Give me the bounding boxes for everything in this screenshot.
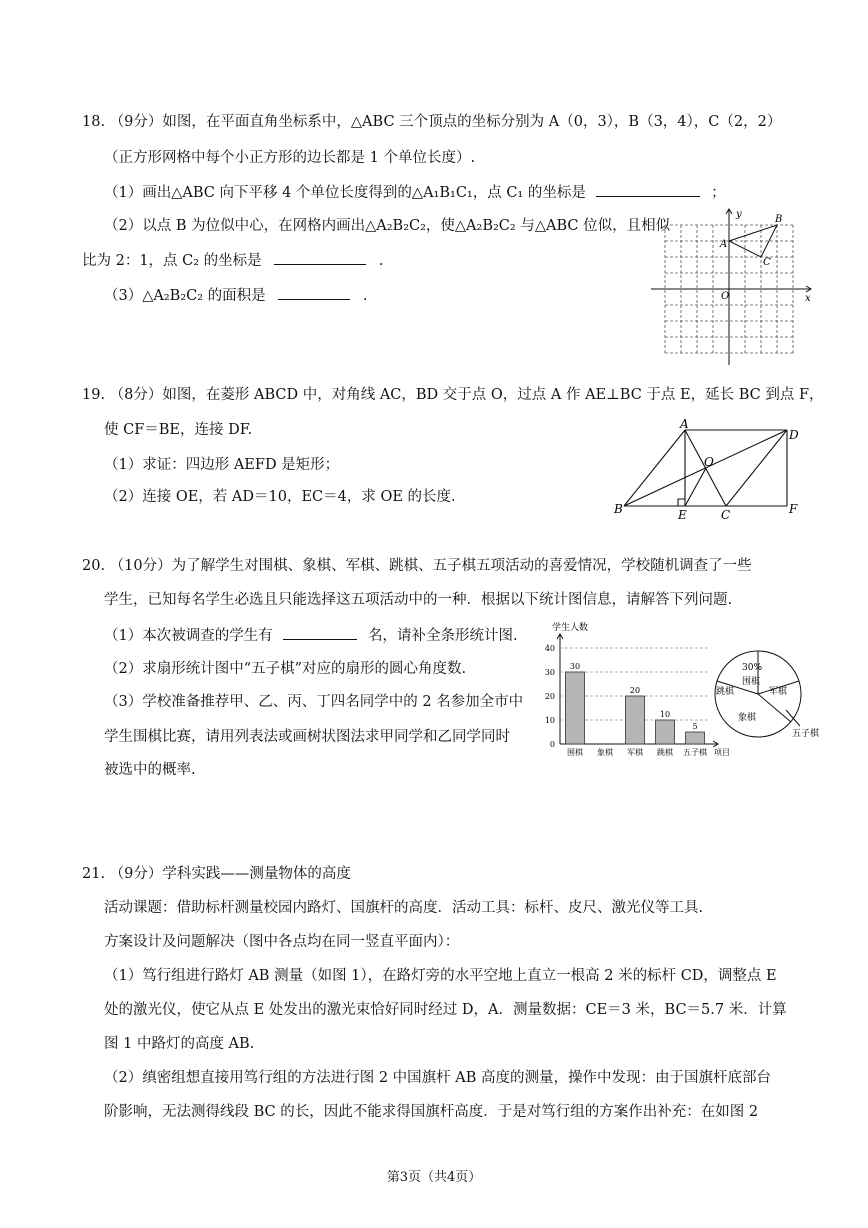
q19-part-1: （1）求证：四边形 AEFD 是矩形；	[104, 457, 340, 473]
junqi-label: 军棋	[769, 687, 788, 697]
q18-part-2-text: 比为 2：1，点 C₂ 的坐标是	[82, 253, 262, 269]
category-label: 围棋	[567, 748, 583, 757]
q21-part-2-cont: 阶影响，无法测得线段 BC 的长，因此不能求得国旗杆高度．于是对笃行组的方案作出补充：在如图 2	[104, 1104, 759, 1120]
weiqi-label: 围棋	[742, 677, 761, 687]
x-axis-title: 项目	[714, 748, 730, 757]
category-label: 五子棋	[683, 748, 707, 757]
bar-0	[566, 672, 585, 744]
wuziqi-label: 五子棋	[792, 729, 820, 739]
q18-part-1-text: （1）画出△ABC 向下平移 4 个单位长度得到的△A₁B₁C₁，点 C₁ 的坐标是	[104, 185, 586, 201]
y-tick-label: 20	[544, 692, 555, 701]
q20-part-1-end: 名，请补全条形统计图.	[367, 628, 518, 644]
q18-part-1-end: ；	[711, 185, 726, 201]
q21-line-3: 方案设计及问题解决（图中各点均在同一竖直平面内）：	[104, 934, 460, 950]
q18-line-1: 18. （9分）如图，在平面直角坐标系中，△ABC 三个顶点的坐标分别为 A（0，3），B（3，4），C（2，2）	[82, 114, 782, 130]
q18-part-2-cont	[82, 250, 384, 271]
origin-label: O	[721, 291, 730, 302]
weiqi-percent: 30%	[742, 663, 763, 673]
bar-value-label: 30	[569, 662, 581, 671]
bar-2	[626, 696, 645, 744]
point-c-label: C	[763, 257, 771, 268]
q20-part-3-cont-2: 被选中的概率.	[104, 762, 196, 778]
xiangqi-label: 象棋	[738, 713, 757, 723]
y-tick-label: 0	[549, 740, 555, 749]
y-tick-label: 30	[544, 668, 555, 677]
y-axis-label: y	[736, 209, 742, 220]
answer-blank[interactable]	[283, 625, 357, 640]
point-b-label: B	[614, 502, 623, 516]
q18-part-3	[104, 285, 367, 306]
point-b-label: B	[775, 214, 783, 225]
point-a-label: A	[680, 418, 689, 431]
point-f-label: F	[789, 502, 798, 516]
q21-line-1: 21. （9分）学科实践——测量物体的高度	[82, 866, 351, 882]
bar-chart	[530, 618, 730, 763]
x-axis-label: x	[805, 293, 811, 304]
q21-part-1-cont-1: 处的激光仪，使它从点 E 处发出的激光束恰好同时经过 D，A．测量数据：CE＝3 米，BC＝5.7 米．计算	[104, 1002, 787, 1018]
q19-rhombus-figure	[612, 418, 807, 523]
q18-part-2: （2）以点 B 为位似中心，在网格内画出△A₂B₂C₂，使△A₂B₂C₂ 与△ABC 位似，且相似	[104, 218, 671, 234]
point-o-label: O	[704, 455, 714, 469]
q21-line-2: 活动课题：借助标杆测量校园内路灯、国旗杆的高度．活动工具：标杆、皮尺、激光仪等工具.	[104, 900, 704, 916]
q21-part-1: （1）笃行组进行路灯 AB 测量（如图 1），在路灯旁的水平空地上直立一根高 2 米的标杆 CD，调整点 E	[104, 968, 777, 984]
point-c-label: C	[721, 508, 731, 522]
q20-part-1-text: （1）本次被调查的学生有	[104, 628, 273, 644]
bar-value-label: 20	[629, 686, 641, 695]
point-d-label: D	[789, 428, 799, 442]
y-tick-label: 40	[544, 644, 555, 653]
category-label: 象棋	[597, 748, 613, 757]
q21-part-1-cont-2: 图 1 中路灯的高度 AB.	[104, 1036, 255, 1052]
q21-part-2: （2）缜密组想直接用笃行组的方法进行图 2 中国旗杆 AB 高度的测量，操作中发现：由于国旗杆底部台	[104, 1070, 772, 1086]
answer-blank[interactable]	[596, 182, 700, 197]
tiaoqi-label: 跳棋	[716, 687, 735, 697]
q18-part-2-end: .	[378, 253, 384, 269]
bar-3	[656, 720, 675, 744]
answer-blank[interactable]	[278, 285, 350, 300]
q20-part-3: （3）学校准备推荐甲、乙、丙、丁四名同学中的 2 名参加全市中	[104, 694, 524, 710]
bar-4	[686, 732, 705, 744]
q20-part-2: （2）求扇形统计图中“五子棋”对应的扇形的圆心角度数.	[104, 661, 467, 677]
bar-value-label: 5	[692, 722, 698, 731]
answer-blank[interactable]	[274, 250, 366, 265]
q18-grid-figure	[645, 205, 820, 367]
q18-part-3-end: .	[362, 288, 368, 304]
pie-chart	[712, 648, 830, 740]
q20-part-1	[104, 625, 518, 646]
category-label: 军棋	[627, 748, 643, 757]
q20-line-2: 学生，已知每名学生必选且只能选择这五项活动中的一种．根据以下统计图信息，请解答下列问题.	[104, 592, 733, 608]
q20-line-1: 20. （10分）为了解学生对围棋、象棋、军棋、跳棋、五子棋五项活动的喜爱情况，学校随机调查了一些	[82, 558, 752, 574]
q18-part-3-text: （3）△A₂B₂C₂ 的面积是	[104, 288, 266, 304]
q19-part-2: （2）连接 OE，若 AD＝10，EC＝4，求 OE 的长度.	[104, 489, 456, 505]
page-number: 第3页（共4页）	[386, 1170, 482, 1185]
point-e-label: E	[678, 508, 687, 522]
category-label: 跳棋	[657, 748, 673, 757]
q20-part-3-cont-1: 学生围棋比赛，请用列表法或画树状图法求甲同学和乙同学同时	[104, 729, 510, 745]
q19-line-2: 使 CF＝BE，连接 DF.	[104, 422, 253, 438]
q18-line-2: （正方形网格中每个小正方形的边长都是 1 个单位长度）.	[104, 150, 476, 166]
point-a-label: A	[720, 239, 728, 250]
q18-part-1	[104, 182, 726, 203]
bar-value-label: 10	[659, 710, 671, 719]
q19-line-1: 19. （8分）如图，在菱形 ABCD 中，对角线 AC，BD 交于点 O，过点 A 作 AE⊥BC 于点 E，延长 BC 到点 F，	[82, 387, 824, 403]
y-axis-title: 学生人数	[552, 623, 589, 633]
y-tick-label: 10	[544, 716, 555, 725]
